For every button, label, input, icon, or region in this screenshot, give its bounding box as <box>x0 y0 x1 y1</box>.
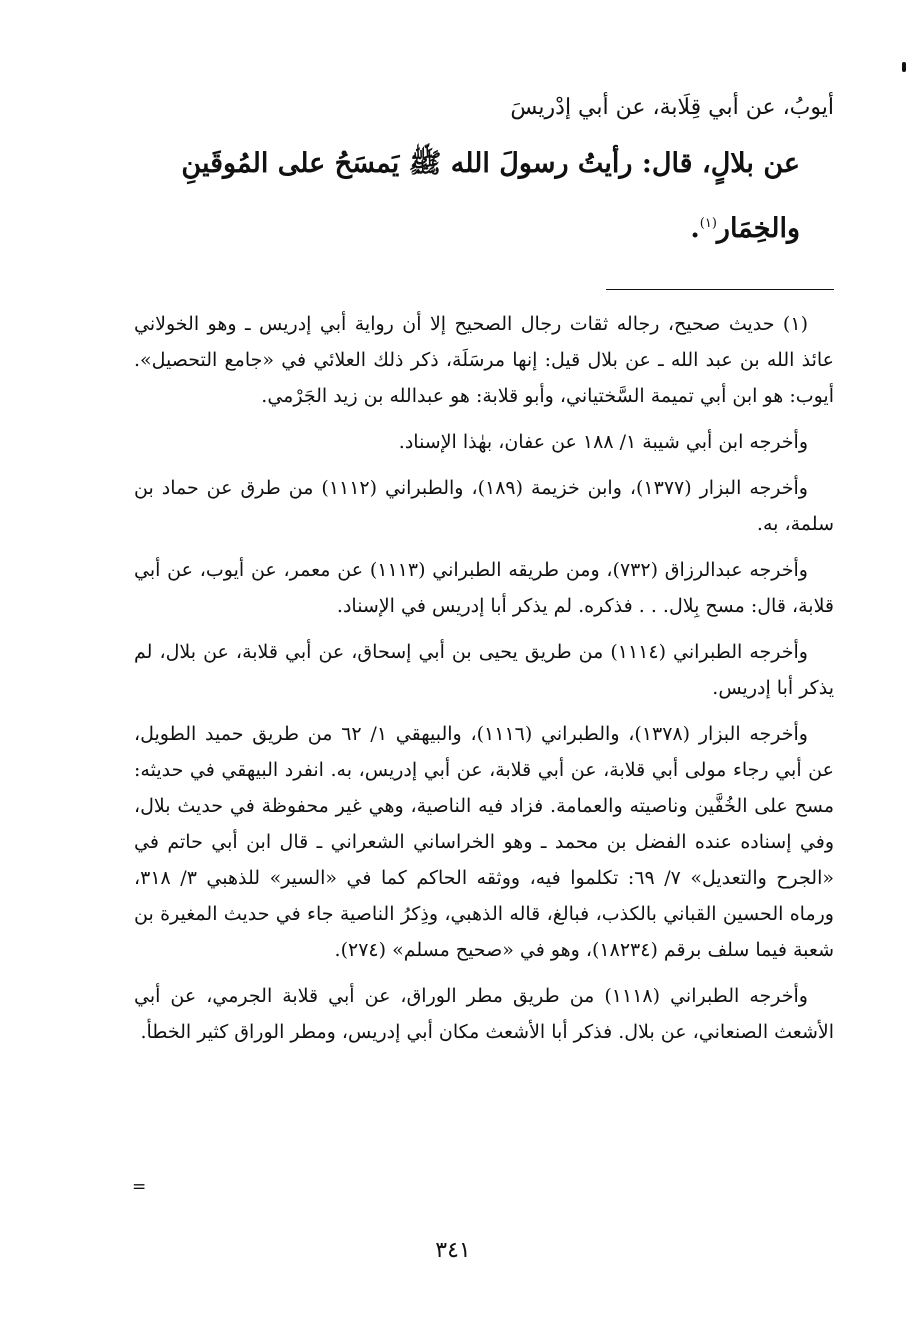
page-number: ٣٤١ <box>435 1238 471 1263</box>
footnote-paragraph: وأخرجه ابن أبي شيبة ١/ ١٨٨ عن عفان، بهٰذا الإسناد. <box>398 431 808 453</box>
matn-line-2: والخِمَار <box>716 213 800 244</box>
footnote-paragraph: وأخرجه البزار (١٣٧٨)، والطبراني (١١١٦)، والبيهقي ١/ ٦٢ من طريق حميد الطويل، عن أبي رجاء مولى أبي قلابة، عن أبي قلابة، عن أبي إدريس، به. انفرد البيهقي في حديثه: مسح على الخُفَّين وناصيته والعمامة. فزاد فيه الناصية، وهي غير محفوظة في حديث بلال، وفي إسناده عنده الفضل بن محمد ـ وهو الخراساني الشعراني ـ قال ابن أبي حاتم في «الجرح والتعديل» ٧/ ٦٩: تكلموا فيه، ووثقه الحاكم كما في «السير» للذهبي ٣/ ٣١٨، ورماه الحسين القباني بالكذب، فبالغ، قاله الذهبي، وذِكرُ الناصية جاء في حديث المغيرة بن شعبة فيما سلف برقم (١٨٢٣٤)، وهو في «صحيح مسلم» (٢٧٤). <box>134 723 835 961</box>
page-edge-mark <box>902 62 906 72</box>
footnote-paragraph: (١) حديث صحيح، رجاله ثقات رجال الصحيح إلا أن رواية أبي إدريس ـ وهو الخولاني عائذ الله بن عبد الله ـ عن بلال قيل: إنها مرسَلَة، ذكر ذلك العلائي في «جامع التحصيل». أيوب: هو ابن أبي تميمة السَّختياني، وأبو قلابة: هو عبدالله بن زيد الجَرْمي. <box>134 313 834 407</box>
isnad-line: أيوبُ، عن أبي قِلَابة، عن أبي إدْريسَ <box>510 95 834 120</box>
footnote-paragraph: وأخرجه الطبراني (١١١٨) من طريق مطر الوراق، عن أبي قلابة الجرمي، عن أبي الأشعث الصنعاني، عن بلال. فذكر أبا الأشعث مكان أبي إدريس، ومطر الوراق كثير الخطأ. <box>134 985 834 1043</box>
footnote-paragraph: وأخرجه عبدالرزاق (٧٣٢)، ومن طريقه الطبراني (١١١٣) عن معمر، عن أيوب، عن أبي قلابة، قال: مسح بِلال. . . فذكره. لم يذكر أبا إدريس في الإسناد. <box>134 559 834 617</box>
matn <box>134 134 834 259</box>
footnote-separator <box>606 289 834 290</box>
hadith-text <box>134 88 834 259</box>
footnote-marker: (١) <box>699 216 717 231</box>
footnotes <box>134 306 834 1060</box>
matn-line-1: عن بلالٍ، قال: رأيتُ رسولَ الله ﷺ يَمسَحُ على المُوقَينِ <box>181 148 800 179</box>
continuation-mark: = <box>132 1177 147 1197</box>
matn-end: . <box>690 213 700 244</box>
footnote-paragraph: وأخرجه البزار (١٣٧٧)، وابن خزيمة (١٨٩)، والطبراني (١١١٢) من طرق عن حماد بن سلمة، به. <box>134 477 834 535</box>
footnote-paragraph: وأخرجه الطبراني (١١١٤) من طريق يحيى بن أبي إسحاق، عن أبي قلابة، عن بلال، لم يذكر أبا إدريس. <box>134 641 834 699</box>
